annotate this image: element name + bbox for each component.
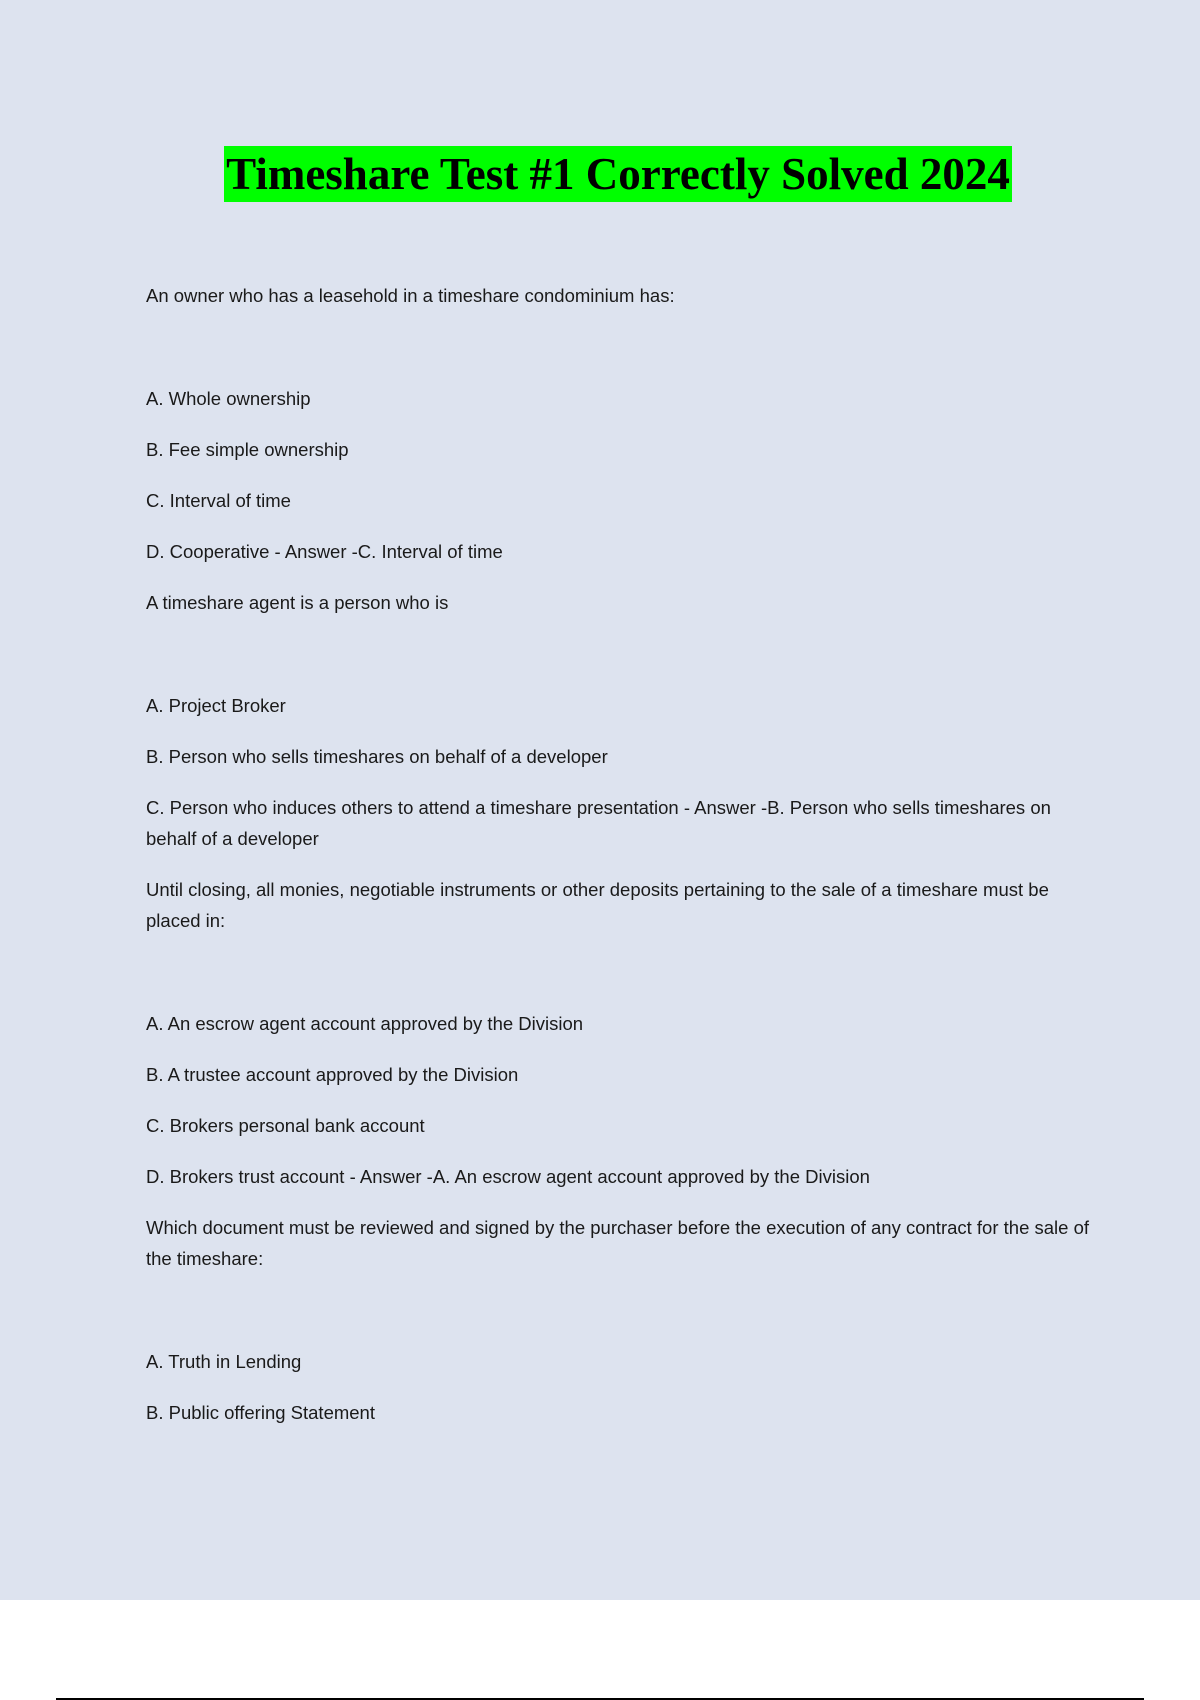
answer-option: B. Person who sells timeshares on behalf of a developer — [146, 746, 608, 767]
answer-option: D. Cooperative - Answer -C. Interval of time — [146, 541, 503, 562]
answer-option: B. Public offering Statement — [146, 1402, 375, 1423]
answer-option: C. Brokers personal bank account — [146, 1115, 425, 1136]
answer-option: A. Whole ownership — [146, 388, 311, 409]
document-title: Timeshare Test #1 Correctly Solved 2024 — [224, 146, 1012, 202]
answer-option: D. Brokers trust account - Answer -A. An escrow agent account approved by the Division — [146, 1166, 870, 1187]
question-list — [146, 280, 1096, 1448]
answer-option: B. Fee simple ownership — [146, 439, 349, 460]
answer-option: B. A trustee account approved by the Division — [146, 1064, 519, 1085]
question-prompt: An owner who has a leasehold in a timeshare condominium has: — [146, 285, 675, 306]
title-container — [0, 146, 1200, 202]
answer-option: A. Project Broker — [146, 695, 286, 716]
question-prompt: Until closing, all monies, negotiable instruments or other deposits pertaining to the sale of a timeshare must be placed in: — [146, 879, 1049, 931]
question-prompt: A timeshare agent is a person who is — [146, 592, 449, 613]
question-prompt: Which document must be reviewed and signed by the purchaser before the execution of any contract for the sale of the timeshare: — [146, 1217, 1090, 1269]
answer-option: A. Truth in Lending — [146, 1351, 302, 1372]
answer-option: A. An escrow agent account approved by the Division — [146, 1013, 584, 1034]
answer-option: C. Person who induces others to attend a timeshare presentation - Answer -B. Person who sells timeshares on behalf of a developer — [146, 797, 1051, 849]
answer-option: C. Interval of time — [146, 490, 291, 511]
